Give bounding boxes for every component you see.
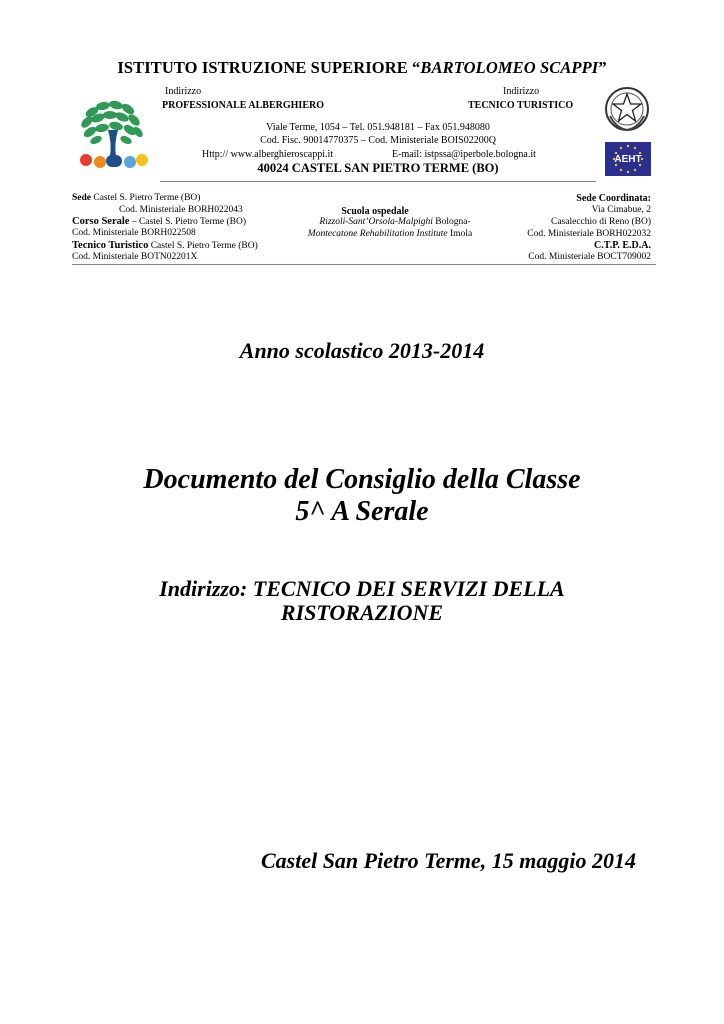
- institute-title: ISTITUTO ISTRUZIONE SUPERIORE “BARTOLOMEO SCAPPI”: [117, 58, 607, 77]
- document-title-line1: Documento del Consiglio della Classe: [143, 464, 581, 495]
- sede-code: Cod. Ministeriale BORH022043: [119, 205, 243, 215]
- italian-republic-emblem-icon: [604, 86, 650, 132]
- sede-line: Sede Castel S. Pietro Terme (BO): [72, 193, 201, 203]
- scuola-ospedale-title: Scuola ospedale: [341, 206, 409, 217]
- aeht-logo-icon: [605, 142, 651, 176]
- aeht-logo-text: AEHT: [614, 154, 642, 165]
- right-branch-label: Indirizzo: [503, 86, 540, 97]
- address-title-line2: RISTORAZIONE: [280, 600, 444, 625]
- address-line: Viale Terme, 1054 – Tel. 051.948181 – Fax 051.948080: [266, 122, 490, 133]
- city-line: 40024 CASTEL SAN PIETRO TERME (BO): [257, 161, 499, 175]
- address-title-line1: Indirizzo: TECNICO DEI SERVIZI DELLA: [159, 576, 565, 601]
- scuola-ospedale-line2: Montecatone Rehabilitation Institute Imola: [307, 229, 473, 239]
- school-year: Anno scolastico 2013-2014: [239, 338, 485, 363]
- sede-coordinata-street: Via Cimabue, 2: [591, 205, 651, 215]
- sede-coordinata-label: Sede Coordinata:: [576, 193, 651, 204]
- header-rule: [160, 181, 596, 182]
- ctp-label: C.T.P. E.D.A.: [594, 240, 651, 251]
- place-date: Castel San Pietro Terme, 15 maggio 2014: [260, 848, 636, 873]
- right-branch-name: TECNICO TURISTICO: [468, 100, 574, 111]
- left-branch-name: PROFESSIONALE ALBERGHIERO: [162, 100, 324, 111]
- turistico-line: Tecnico Turistico Castel S. Pietro Terme (BO): [72, 240, 258, 251]
- fiscal-line: Cod. Fisc. 90014770375 – Cod. Ministeriale BOIS02200Q: [260, 135, 496, 146]
- sede-coordinata-city: Casalecchio di Reno (BO): [551, 217, 651, 227]
- scuola-ospedale-line1: Rizzoli-Sant’Orsola-Malpighi Bologna-: [319, 217, 471, 227]
- tree-logo-icon: [78, 100, 150, 172]
- website-link[interactable]: Http:// www.alberghieroscappi.it: [202, 149, 334, 160]
- sedi-rule: [72, 264, 656, 265]
- institute-name: BARTOLOMEO SCAPPI: [420, 58, 599, 77]
- sede-coordinata-code: Cod. Ministeriale BORH022032: [527, 229, 651, 239]
- turistico-code: Cod. Ministeriale BOTN02201X: [72, 252, 198, 262]
- document-title-line2: 5^ A Serale: [295, 496, 429, 527]
- serale-code: Cod. Ministeriale BORH022508: [72, 228, 196, 238]
- email-link[interactable]: E-mail: istpssa@iperbole.bologna.it: [392, 149, 536, 160]
- left-branch-label: Indirizzo: [165, 86, 202, 97]
- serale-line: Corso Serale – Castel S. Pietro Terme (BO): [72, 216, 247, 227]
- ctp-code: Cod. Ministeriale BOCT709002: [528, 252, 651, 262]
